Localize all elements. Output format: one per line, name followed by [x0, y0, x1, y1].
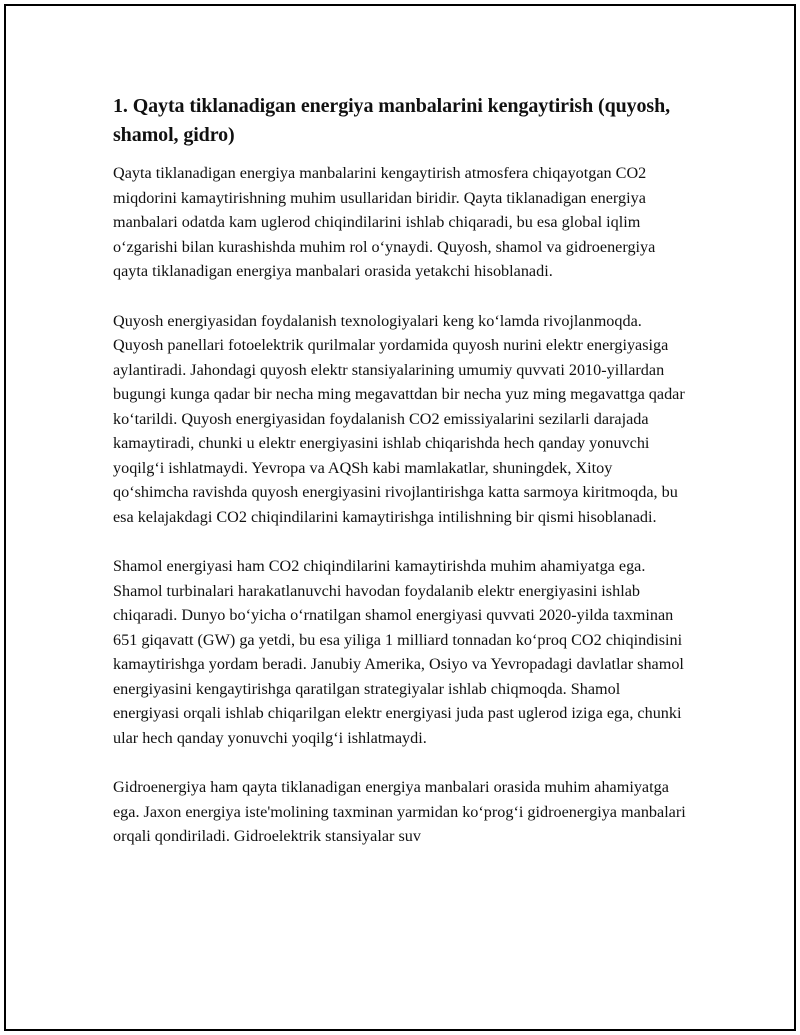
document-body: [113, 92, 688, 849]
paragraph-solar: Quyosh energiyasidan foydalanish texnologiyalari keng ko‘lamda rivojlanmoqda. Quyosh panellari fotoelektrik qurilmalar yordamida quyosh nurini elektr energiyasiga aylantiradi. Jahondagi quyosh elektr stansiyalarining umumiy quvvati 2010-yillardan bugungi kunga qadar bir necha ming megavattdan bir necha yuz ming megavattga qadar ko‘tarildi. Quyosh energiyasidan foydalanish CO2 emissiyalarini sezilarli darajada kamaytiradi, chunki u elektr energiyasini ishlab chiqarishda hech qanday yonuvchi yoqilg‘i ishlatmaydi. Yevropa va AQSh kabi mamlakatlar, shuningdek, Xitoy qo‘shimcha ravishda quyosh energiyasini rivojlantirishga katta sarmoya kiritmoqda, bu esa kelajakdagi CO2 chiqindilarini kamaytirishga intilishning bir qismi hisoblanadi.: [113, 311, 685, 526]
paragraph-wind: Shamol energiyasi ham CO2 chiqindilarini kamaytirishda muhim ahamiyatga ega. Shamol turbinalari harakatlanuvchi havodan foydalanib elektr energiyasini ishlab chiqaradi. Dunyo bo‘yicha o‘rnatilgan shamol energiyasi quvvati 2020-yilda taxminan 651 giqavatt (GW) ga yetdi, bu esa yiliga 1 milliard tonnadan ko‘proq CO2 chiqindisini kamaytirishga yordam beradi. Janubiy Amerika, Osiyo va Yevropadagi davlatlar shamol energiyasini kengaytirishga qaratilgan strategiyalar ishlab chiqmoqda. Shamol energiyasi orqali ishlab chiqarilgan elektr energiyasi juda past uglerod iziga ega, chunki ular hech qanday yonuvchi yoqilg‘i ishlatmaydi.: [113, 557, 684, 747]
paragraph-intro: Qayta tiklanadigan energiya manbalarini kengaytirish atmosfera chiqayotgan CO2 miqdorini kamaytirishning muhim usullaridan biridir. Qayta tiklanadigan energiya manbalari odatda kam uglerod chiqindilarini ishlab chiqaradi, bu esa global iqlim o‘zgarishi bilan kurashishda muhim rol o‘ynaydi. Quyosh, shamol va gidroenergiya qayta tiklanadigan energiya manbalari orasida yetakchi hisoblanadi.: [113, 164, 656, 280]
paragraph-hydro: Gidroenergiya ham qayta tiklanadigan energiya manbalari orasida muhim ahamiyatga ega. Jaxon energiya iste'molining taxminan yarmidan ko‘prog‘i gidroenergiya manbalari orqali qondiriladi. Gidroelektrik stansiyalar suv: [113, 778, 686, 845]
section-heading: 1. Qayta tiklanadigan energiya manbalarini kengaytirish (quyosh, shamol, gidro): [113, 95, 671, 146]
